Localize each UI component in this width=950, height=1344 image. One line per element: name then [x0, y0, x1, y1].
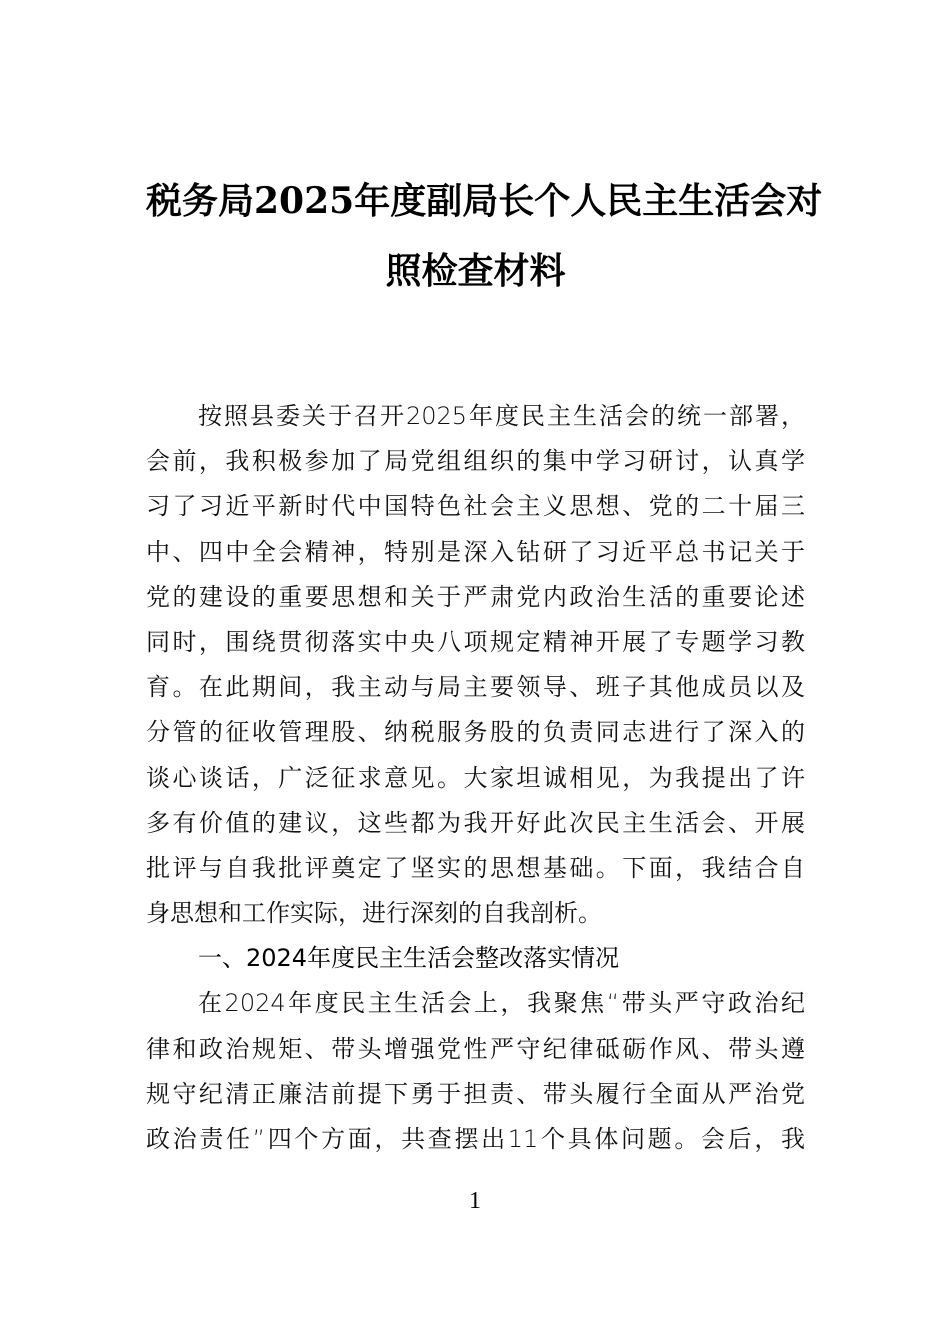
text-line: 谈心谈话，广泛征求意见。大家坦诚相见，为我提出了许	[146, 763, 805, 792]
page-number: 1	[469, 1188, 481, 1214]
text-line: 按照县委关于召开2025年度民主生活会的统一部署，	[198, 402, 805, 430]
text-line: 规守纪清正廉洁前提下勇于担责、带头履行全面从严治党	[146, 1079, 805, 1108]
document-title	[146, 166, 823, 306]
text-line: 分管的征收管理股、纳税服务股的负责同志进行了深入的	[146, 718, 805, 747]
text-line: 身思想和工作实际，进行深刻的自我剖析。	[146, 899, 602, 928]
text-line: 习了习近平新时代中国特色社会主义思想、党的二十届三	[146, 492, 805, 521]
title-line-2: 照检查材料	[385, 250, 566, 292]
text-line: 在2024年度民主生活会上，我聚焦“带头严守政治纪	[198, 989, 805, 1018]
text-line: 多有价值的建议，这些都为我开好此次民主生活会、开展	[146, 808, 805, 837]
paragraph-intro	[146, 394, 805, 936]
text-line: 党的建设的重要思想和关于严肃党内政治生活的重要论述	[146, 582, 805, 611]
title-line-1: 税务局2025年度副局长个人民主生活会对	[146, 180, 823, 222]
document-body	[146, 394, 805, 1162]
section-heading-1: 一、2024年度民主生活会整改落实情况	[198, 944, 620, 973]
text-line: 同时，围绕贯彻落实中央八项规定精神开展了专题学习教	[146, 627, 805, 656]
text-line: 中、四中全会精神，特别是深入钻研了习近平总书记关于	[146, 537, 805, 566]
paragraph-rectification	[146, 981, 805, 1162]
text-line: 育。在此期间，我主动与局主要领导、班子其他成员以及	[146, 673, 805, 702]
text-line: 政治责任”四个方面，共查摆出11个具体问题。会后，我	[146, 1125, 805, 1153]
text-line: 律和政治规矩、带头增强党性严守纪律砥砺作风、带头遵	[146, 1034, 805, 1063]
text-line: 批评与自我批评奠定了坚实的思想基础。下面，我结合自	[146, 853, 805, 882]
text-line: 会前，我积极参加了局党组组织的集中学习研讨，认真学	[146, 447, 805, 476]
